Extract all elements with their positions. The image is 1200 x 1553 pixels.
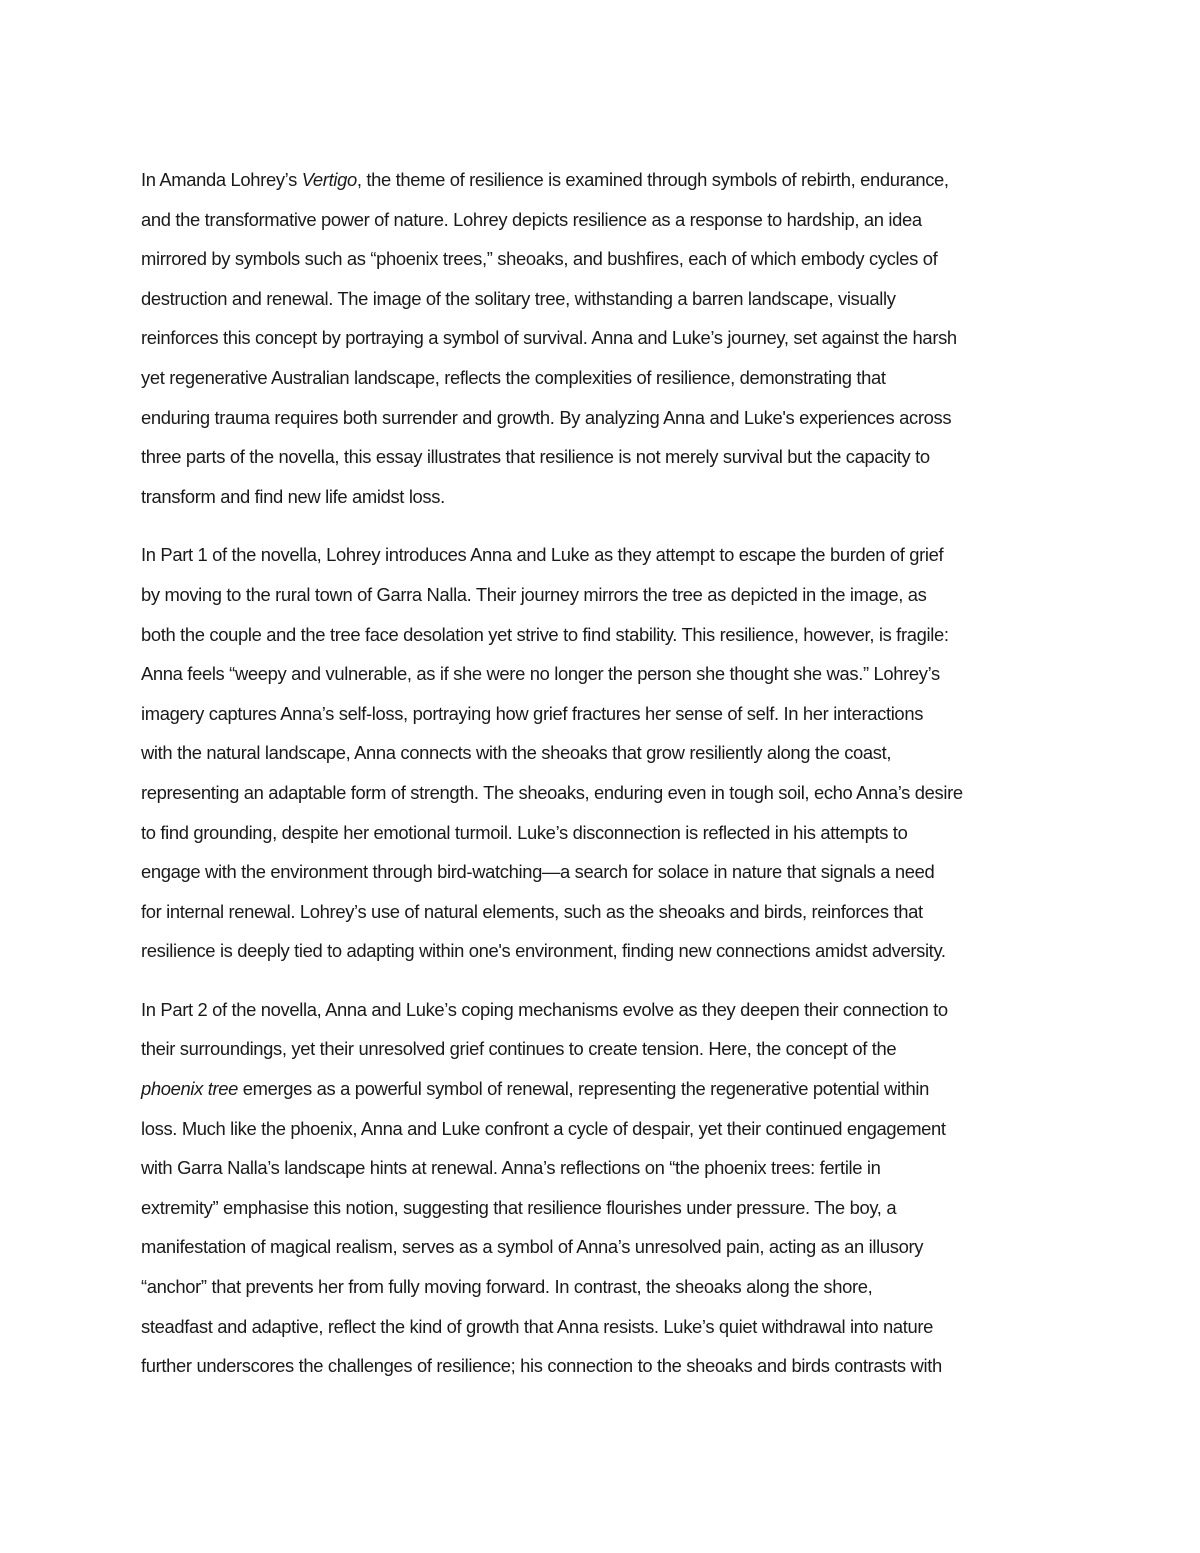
text-line [141,318,1061,358]
text-span: by moving to the rural town of Garra Nalla. Their journey mirrors the tree as depicted in the image, as [141,583,927,605]
text-span: and the transformative power of nature. Lohrey depicts resilience as a response to hardship, an idea [141,208,922,230]
paragraph-3 [141,990,1061,1386]
text-line [141,1346,1061,1386]
text-line [141,1148,1061,1188]
text-span: representing an adaptable form of strength. The sheoaks, enduring even in tough soil, echo Anna’s desire [141,781,963,803]
text-span: their surroundings, yet their unresolved grief continues to create tension. Here, the concept of the [141,1038,897,1060]
text-span: for internal renewal. Lohrey’s use of natural elements, such as the sheoaks and birds, reinforces that [141,900,923,922]
text-span: loss. Much like the phoenix, Anna and Luke confront a cycle of despair, yet their continued engagement [141,1117,946,1139]
text-span: resilience is deeply tied to adapting within one's environment, finding new connections amidst adversity. [141,940,946,962]
text-line [141,654,1061,694]
text-span: transform and find new life amidst loss. [141,485,445,507]
essay-body [141,160,1061,1405]
text-line [141,733,1061,773]
text-line [141,615,1061,655]
text-line [141,990,1061,1030]
paragraph-2 [141,535,1061,971]
text-span: In Part 1 of the novella, Lohrey introduces Anna and Luke as they attempt to escape the burden of grief [141,544,944,566]
text-line [141,575,1061,615]
text-span: to find grounding, despite her emotional turmoil. Luke’s disconnection is reflected in his attempts to [141,821,908,843]
text-line [141,1069,1061,1109]
text-line [141,535,1061,575]
text-line [141,892,1061,932]
text-span: imagery captures Anna’s self-loss, portraying how grief fractures her sense of self. In her interactions [141,702,924,724]
text-line [141,358,1061,398]
text-span: further underscores the challenges of resilience; his connection to the sheoaks and birds contrasts with [141,1355,942,1377]
text-line [141,773,1061,813]
text-span: both the couple and the tree face desolation yet strive to find stability. This resilience, however, is fragile: [141,623,949,645]
text-span: engage with the environment through bird-watching—a search for solace in nature that signals a need [141,861,935,883]
text-span: yet regenerative Australian landscape, reflects the complexities of resilience, demonstrating that [141,366,886,388]
text-line [141,398,1061,438]
text-line [141,1109,1061,1149]
text-line [141,694,1061,734]
text-line [141,852,1061,892]
text-span: , the theme of resilience is examined through symbols of rebirth, endurance, [356,169,949,190]
text-line [141,239,1061,279]
text-line [141,1307,1061,1347]
text-line [141,1188,1061,1228]
text-line [141,813,1061,853]
italic-text-span: Vertigo [301,169,357,190]
text-span: extremity” emphasise this notion, suggesting that resilience flourishes under pressure. The boy, a [141,1196,897,1218]
italic-text-span: phoenix tree [141,1078,239,1100]
text-line [141,1227,1061,1267]
text-line [141,437,1061,477]
text-span: three parts of the novella, this essay illustrates that resilience is not merely survival but the capacity to [141,446,930,468]
text-line [141,1267,1061,1307]
text-span: “anchor” that prevents her from fully moving forward. In contrast, the sheoaks along the shore, [141,1276,873,1298]
text-span: In Part 2 of the novella, Anna and Luke’s coping mechanisms evolve as they deepen their connection to [141,998,948,1020]
text-line [141,1029,1061,1069]
text-span: steadfast and adaptive, reflect the kind of growth that Anna resists. Luke’s quiet withdrawal into nature [141,1315,934,1337]
text-span: In Amanda Lohrey’s [141,169,302,190]
text-span: reinforces this concept by portraying a symbol of survival. Anna and Luke’s journey, set against the harsh [141,327,957,349]
text-line [141,200,1061,240]
paragraph-1 [141,160,1061,516]
text-line [141,279,1061,319]
text-span: with Garra Nalla’s landscape hints at renewal. Anna’s reflections on “the phoenix trees: fertile in [141,1157,881,1179]
text-line [141,931,1061,971]
text-span: with the natural landscape, Anna connects with the sheoaks that grow resiliently along the coast, [141,742,892,764]
text-span: emerges as a powerful symbol of renewal, representing the regenerative potential within [238,1078,929,1100]
text-line [141,477,1061,517]
text-span: destruction and renewal. The image of the solitary tree, withstanding a barren landscape, visually [141,287,896,309]
text-span: Anna feels “weepy and vulnerable, as if she were no longer the person she thought she was.” Lohrey’s [141,663,940,685]
text-span: manifestation of magical realism, serves as a symbol of Anna’s unresolved pain, acting as an illusory [141,1236,924,1258]
text-line [141,160,1061,200]
text-span: enduring trauma requires both surrender and growth. By analyzing Anna and Luke's experiences across [141,406,952,428]
text-span: mirrored by symbols such as “phoenix trees,” sheoaks, and bushfires, each of which embody cycles of [141,248,938,270]
